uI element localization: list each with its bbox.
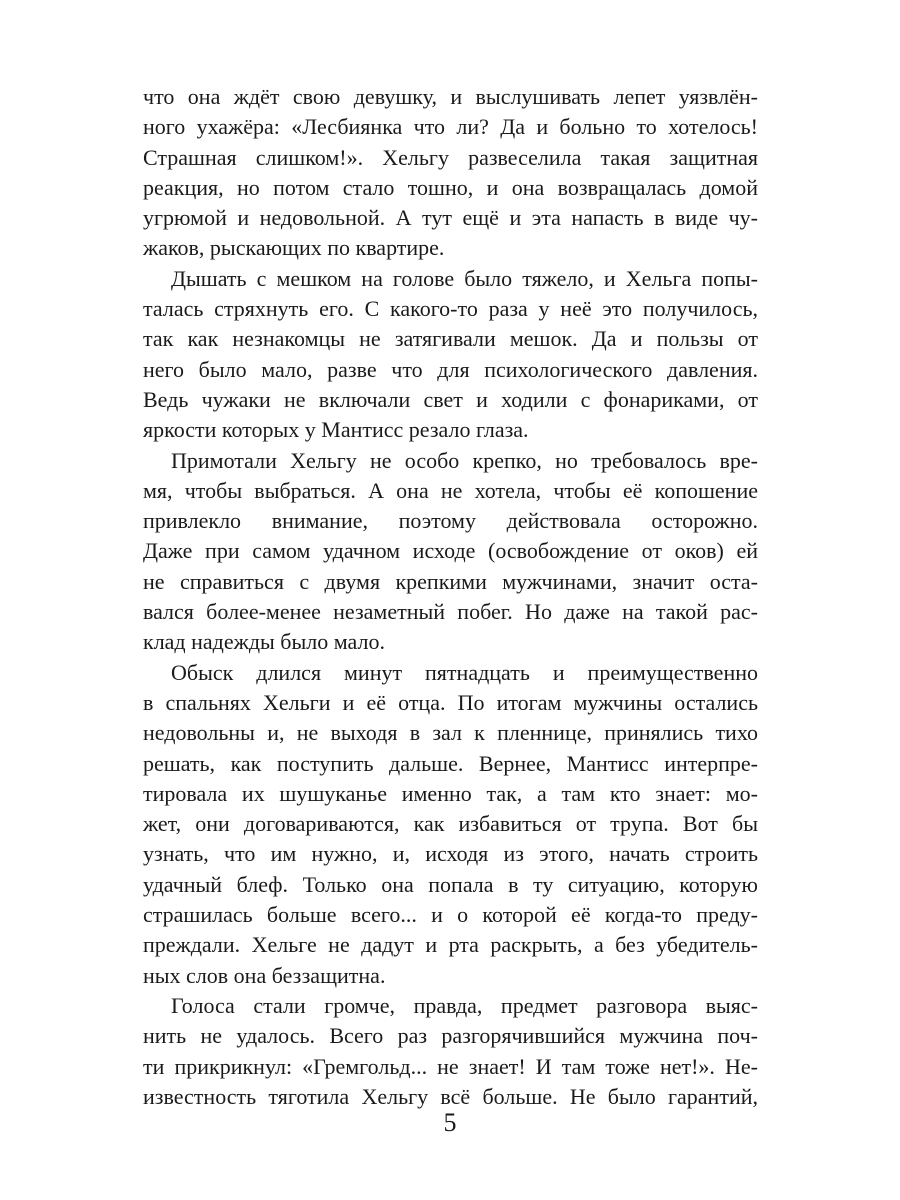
text-line: так как незнакомцы не затягивали мешок. Да и пользы от [143, 326, 758, 352]
paragraph [143, 82, 758, 264]
text-line: ти прикрикнул: «Гремгольд... не знает! И там тоже нет!». Не- [143, 1053, 758, 1079]
text-line: мя, чтобы выбраться. А она не хотела, чтобы её копошение [143, 477, 758, 503]
text-line: Даже при самом удачном исходе (освобождение от оков) ей [143, 538, 758, 564]
text-line: страшилась больше всего... и о которой её когда-то преду- [143, 902, 758, 928]
text-line: не справиться с двумя крепкими мужчинами, значит оста- [143, 568, 758, 594]
text-line: Обыск длился минут пятнадцать и преимущественно [171, 659, 758, 685]
paragraph [143, 658, 758, 991]
paragraph [143, 991, 758, 1112]
body-text [143, 82, 758, 1112]
text-line: недовольны и, не выходя в зал к пленнице, принялись тихо [143, 720, 758, 746]
text-line: Голоса стали громче, правда, предмет разговора выяс- [171, 992, 758, 1018]
page-number: 5 [443, 1108, 457, 1137]
text-line: реакция, но потом стало тошно, и она возвращалась домой [143, 174, 758, 200]
text-line: нить не удалось. Всего раз разгорячившийся мужчина поч- [143, 1023, 758, 1049]
text-line: что она ждёт свою девушку, и выслушивать лепет уязвлён- [143, 84, 758, 109]
text-line: привлекло внимание, поэтому действовала осторожно. [143, 508, 758, 534]
text-line: ного ухажёра: «Лесбиянка что ли? Да и больно то хотелось! [143, 114, 758, 140]
text-line: известность тяготила Хельгу всё больше. Не было гарантий, [143, 1083, 758, 1109]
text-line: жаков, рыскающих по квартире. [143, 235, 445, 261]
text-line: вался более-менее незаметный побег. Но даже на такой рас- [143, 599, 758, 625]
text-line: талась стряхнуть его. С какого-то раза у неё это получилось, [143, 296, 758, 322]
text-line: жет, они договариваются, как избавиться от трупа. Вот бы [143, 811, 758, 837]
text-line: Ведь чужаки не включали свет и ходили с фонариками, от [143, 386, 758, 412]
text-line: него было мало, разве что для психологического давления. [143, 356, 758, 382]
text-line: клад надежды было мало. [143, 629, 385, 655]
paragraph [143, 264, 758, 446]
text-line: тировала их шушуканье именно так, а там кто знает: мо- [143, 780, 758, 806]
text-line: Дышать с мешком на голове было тяжело, и Хельга попы- [171, 265, 758, 291]
text-line: угрюмой и недовольной. А тут ещё и эта напасть в виде чу- [143, 205, 758, 231]
text-line: преждали. Хельге не дадут и рта раскрыть, а без убедитель- [143, 932, 758, 958]
text-line: Примотали Хельгу не особо крепко, но требовалось вре- [171, 447, 758, 473]
text-line: Страшная слишком!». Хельгу развеселила такая защитная [143, 144, 758, 170]
text-line: яркости которых у Мантисс резало глаза. [143, 417, 529, 443]
text-line: удачный блеф. Только она попала в ту ситуацию, которую [143, 871, 758, 897]
paragraph [143, 446, 758, 658]
text-line: узнать, что им нужно, и, исходя из этого, начать строить [143, 841, 758, 867]
text-line: ных слов она беззащитна. [143, 962, 386, 988]
text-line: в спальнях Хельги и её отца. По итогам мужчины остались [143, 689, 758, 715]
text-line: решать, как поступить дальше. Вернее, Мантисс интерпре- [143, 750, 758, 776]
